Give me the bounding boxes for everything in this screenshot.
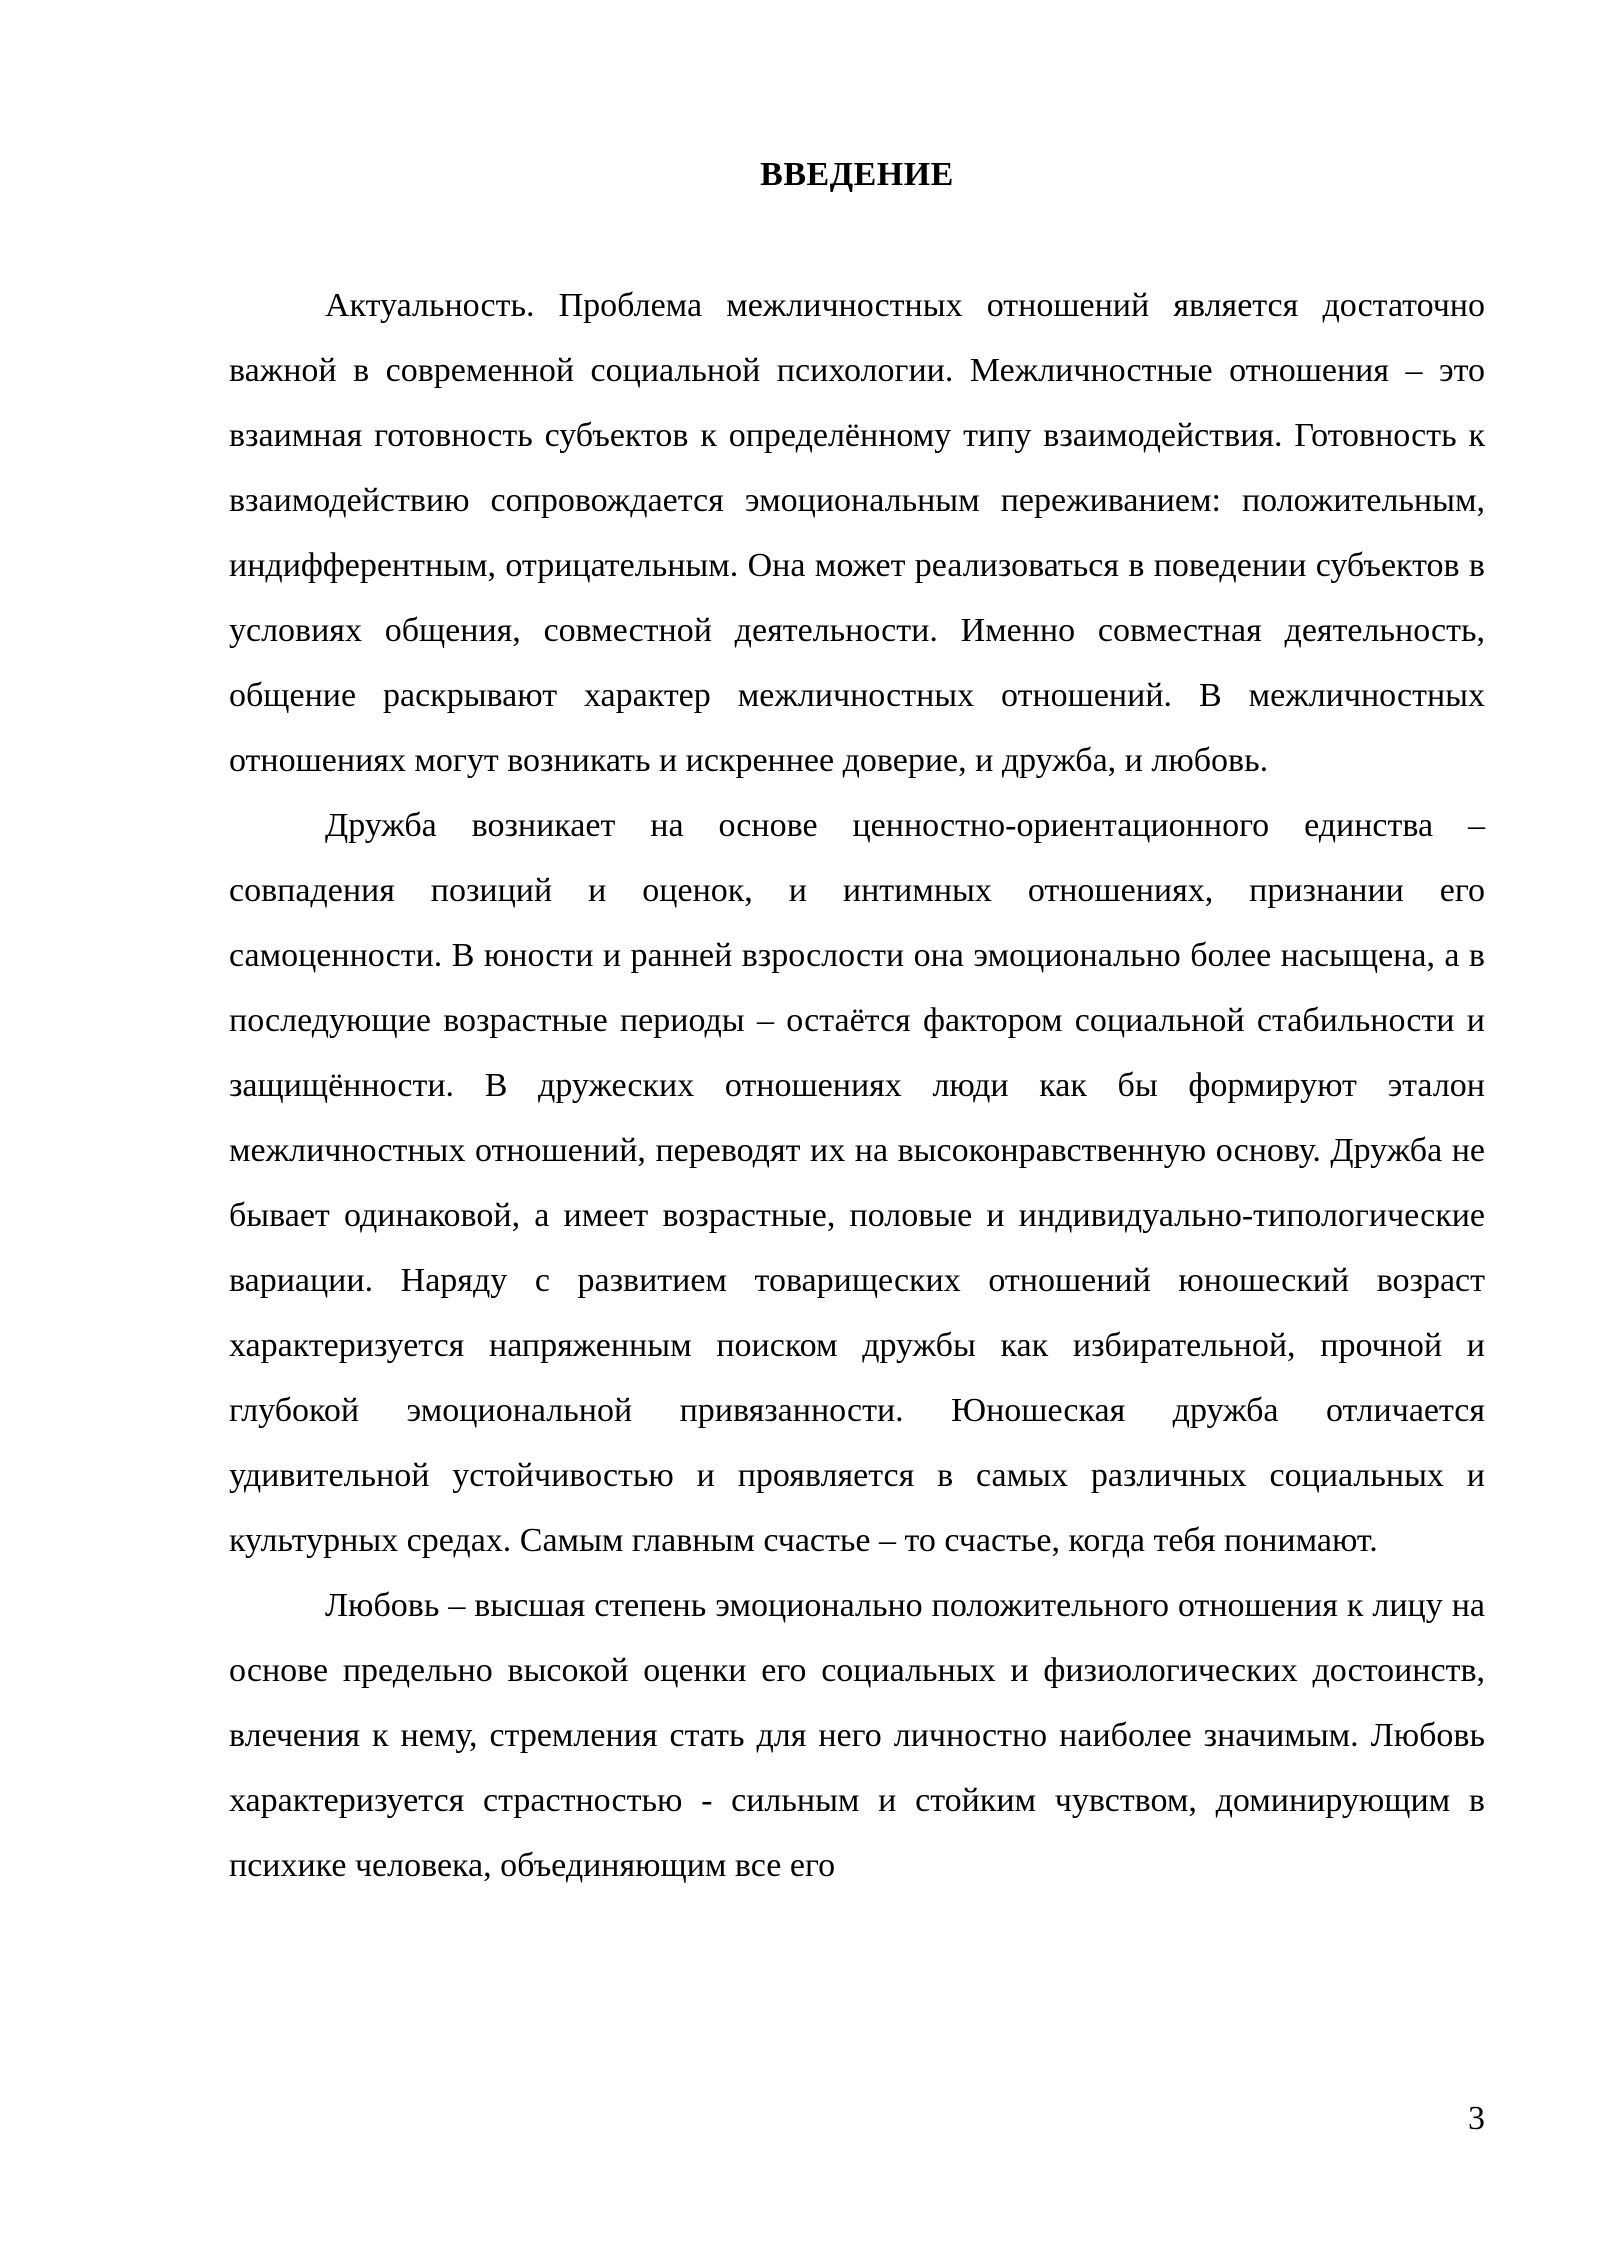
section-title: ВВЕДЕНИЕ: [760, 156, 954, 193]
paragraph-relevance: Актуальность. Проблема межличностных отношений является достаточно важной в современной социальной психологии. Межличностные отношения – это взаимная готовность субъектов к определённому типу взаимодействия. Готовность к взаимодействию сопровождается эмоциональным переживанием: положительным, индифферентным, отрицательным. Она может реализоваться в поведении субъектов в условиях общения, совместной деятельности. Именно совместная деятельность, общение раскрывают характер межличностных отношений. В межличностных отношениях могут возникать и искреннее доверие, и дружба, и любовь.: [229, 287, 1485, 779]
page-number: 3: [1468, 2100, 1485, 2137]
paragraph-love: Любовь – высшая степень эмоционально положительного отношения к лицу на основе предельно высокой оценки его социальных и физиологических достоинств, влечения к нему, стремления стать для него личностно наиболее значимым. Любовь характеризуется страстностью - сильным и стойким чувством, доминирующим в психике человека, объединяющим все его: [229, 1587, 1485, 1884]
paragraph-friendship: Дружба возникает на основе ценностно-ориентационного единства – совпадения позиций и оценок, и интимных отношениях, признании его самоценности. В юности и ранней взрослости она эмоционально более насыщена, а в последующие возрастные периоды – остаётся фактором социальной стабильности и защищённости. В дружеских отношениях люди как бы формируют эталон межличностных отношений, переводят их на высоконравственную основу. Дружба не бывает одинаковой, а имеет возрастные, половые и индивидуально-типологические вариации. Наряду с развитием товарищеских отношений юношеский возраст характеризуется напряженным поиском дружбы как избирательной, прочной и глубокой эмоциональной привязанности. Юношеская дружба отличается удивительной устойчивостью и проявляется в самых различных социальных и культурных средах. Самым главным счастье – то счастье, когда тебя понимают.: [229, 807, 1485, 1559]
body-text: [229, 273, 1485, 1898]
